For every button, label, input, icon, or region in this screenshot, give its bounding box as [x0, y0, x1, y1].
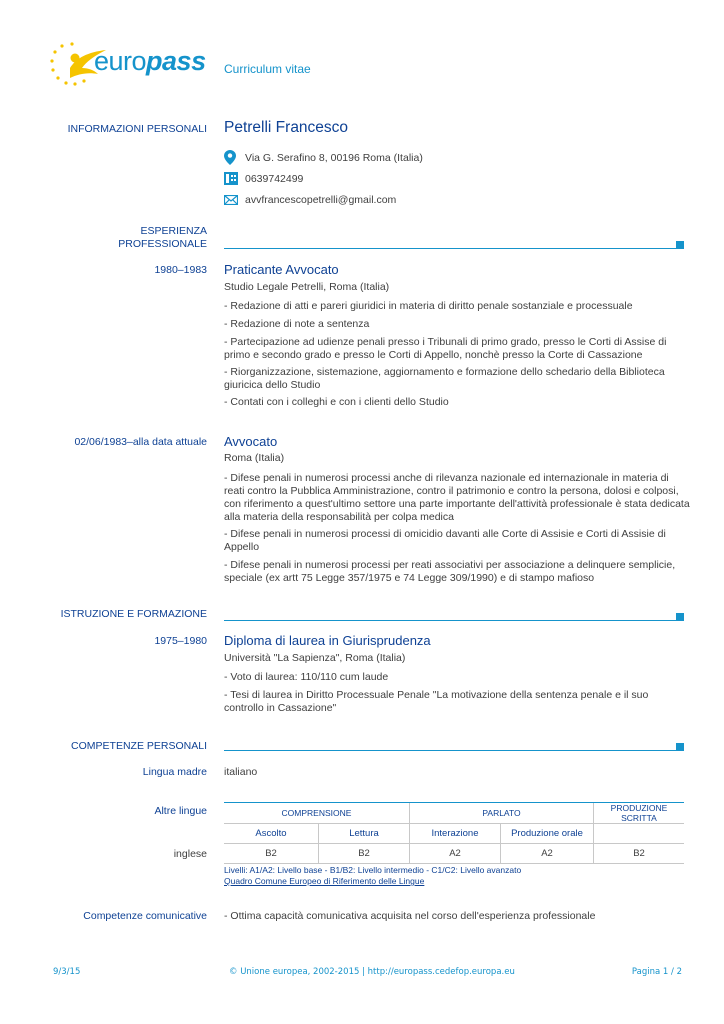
framework-link[interactable]: Quadro Comune Europeo di Riferimento delle Lingue	[224, 876, 425, 886]
education-divider-marker	[676, 613, 684, 621]
footer-page: Pagina 1 / 2	[631, 967, 682, 977]
job-employer: Roma (Italia)	[224, 452, 285, 464]
mother-tongue: italiano	[224, 766, 258, 778]
skills-divider	[224, 750, 684, 751]
email[interactable]: avvfrancescopetrelli@gmail.com	[245, 194, 397, 206]
job-item: - Difese penali in numerosi processi anche di rilevanza nazionale ed internazionale in materia di reati contro la Pubblica Amministrazione, contro il patrimonio e contro la persona, dolosi e colposi, con riferimento a quest'ultimo settore una parte importante dell'attività professionale è stata dedicata alla materia della responsabilità per colpa medica	[224, 472, 690, 523]
subheader-produzione-orale: Produzione orale	[501, 824, 594, 844]
subheader-lettura: Lettura	[319, 824, 410, 844]
job-item: - Redazione di note a sentenza	[224, 318, 370, 330]
location-pin-icon	[224, 150, 236, 165]
level-interazione: A2	[410, 844, 501, 864]
subheader-interazione: Interazione	[410, 824, 501, 844]
header-parlato: PARLATO	[410, 803, 594, 824]
language-name: inglese	[173, 848, 207, 860]
level-ascolto: B2	[224, 844, 319, 864]
experience-section-label	[118, 225, 207, 251]
job-item: - Difese penali in numerosi processi per reati associativi per associazione a delinquere semplicie, speciale (ex artt 75 Legge 357/1975 e 74 Legge 309/1990) e di stampo mafioso	[224, 559, 676, 584]
levels-note: Livelli: A1/A2: Livello base - B1/B2: Livello intermedio - C1/C2: Livello avanzato	[224, 865, 522, 875]
communication-text: - Ottima capacità comunicativa acquisita nel corso dell'esperienza professionale	[224, 910, 596, 922]
job-item: - Contati con i colleghi e con i clienti dello Studio	[224, 396, 449, 408]
phone: 0639742499	[245, 173, 304, 185]
mother-tongue-label: Lingua madre	[142, 766, 207, 778]
experience-label-line2: PROFESSIONALE	[118, 238, 207, 250]
level-produzione-scritta: B2	[594, 844, 685, 864]
other-languages-label: Altre lingue	[154, 805, 207, 817]
job-employer: Studio Legale Petrelli, Roma (Italia)	[224, 281, 390, 293]
education-section-label: ISTRUZIONE E FORMAZIONE	[60, 608, 207, 620]
education-item: - Voto di laurea: 110/110 cum laude	[224, 671, 389, 683]
personal-section-label: INFORMAZIONI PERSONALI	[67, 123, 207, 135]
subheader-empty	[594, 824, 685, 844]
footer-date: 9/3/15	[53, 967, 81, 977]
experience-divider	[224, 248, 684, 249]
experience-divider-marker	[676, 241, 684, 249]
subheader-ascolto: Ascolto	[224, 824, 319, 844]
skills-divider-marker	[676, 743, 684, 751]
header-comprensione: COMPRENSIONE	[224, 803, 410, 824]
level-lettura: B2	[319, 844, 410, 864]
job-item: - Partecipazione ad udienze penali presso i Tribunali di primo grado, presso le Corti di Assise di primo e secondo grado e presso le Corti di Appello, nonchè presso la Corte di Cassazione	[224, 336, 667, 361]
language-levels-table	[224, 802, 684, 864]
skills-section-label: COMPETENZE PERSONALI	[71, 740, 207, 752]
job-item: - Riorganizzazione, sistemazione, aggiornamento e formazione dello schedario della Biblioteca giuricica dello Studio	[224, 366, 665, 391]
job-dates: 02/06/1983–alla data attuale	[74, 436, 207, 448]
education-divider	[224, 620, 684, 621]
education-item: - Tesi di laurea in Diritto Processuale Penale "La motivazione della sentenza penale e il suo controllo in Cassazione"	[224, 689, 649, 714]
job-dates: 1980–1983	[154, 264, 207, 276]
job-item: - Difese penali in numerosi processi di omicidio davanti alle Corte di Assisie e Corti di Assisie di Appello	[224, 528, 666, 553]
level-produzione-orale: A2	[501, 844, 594, 864]
cv-title: Curriculum vitae	[224, 62, 311, 76]
europass-logo	[48, 38, 213, 90]
job-item: - Redazione di atti e pareri giuridici in materia di diritto penale sostanziale e processuale	[224, 300, 633, 312]
logo-text-euro: euro	[94, 46, 147, 76]
education-title: Diploma di laurea in Giurisprudenza	[224, 633, 431, 648]
email-icon	[224, 195, 238, 205]
education-dates: 1975–1980	[154, 635, 207, 647]
logo-text-pass: pass	[146, 46, 206, 76]
job-title: Avvocato	[224, 434, 278, 449]
experience-label-line1: ESPERIENZA	[140, 225, 207, 237]
person-name: Petrelli Francesco	[224, 119, 349, 136]
job-title: Praticante Avvocato	[224, 262, 339, 277]
education-institution: Università "La Sapienza", Roma (Italia)	[224, 652, 406, 664]
communication-label: Competenze comunicative	[83, 910, 207, 922]
footer-copyright[interactable]: © Unione europea, 2002-2015 | http://europass.cedefop.europa.eu	[229, 967, 515, 977]
phone-icon	[224, 172, 238, 185]
address: Via G. Serafino 8, 00196 Roma (Italia)	[245, 152, 423, 164]
header-produzione-scritta: PRODUZIONE SCRITTA	[594, 803, 685, 824]
